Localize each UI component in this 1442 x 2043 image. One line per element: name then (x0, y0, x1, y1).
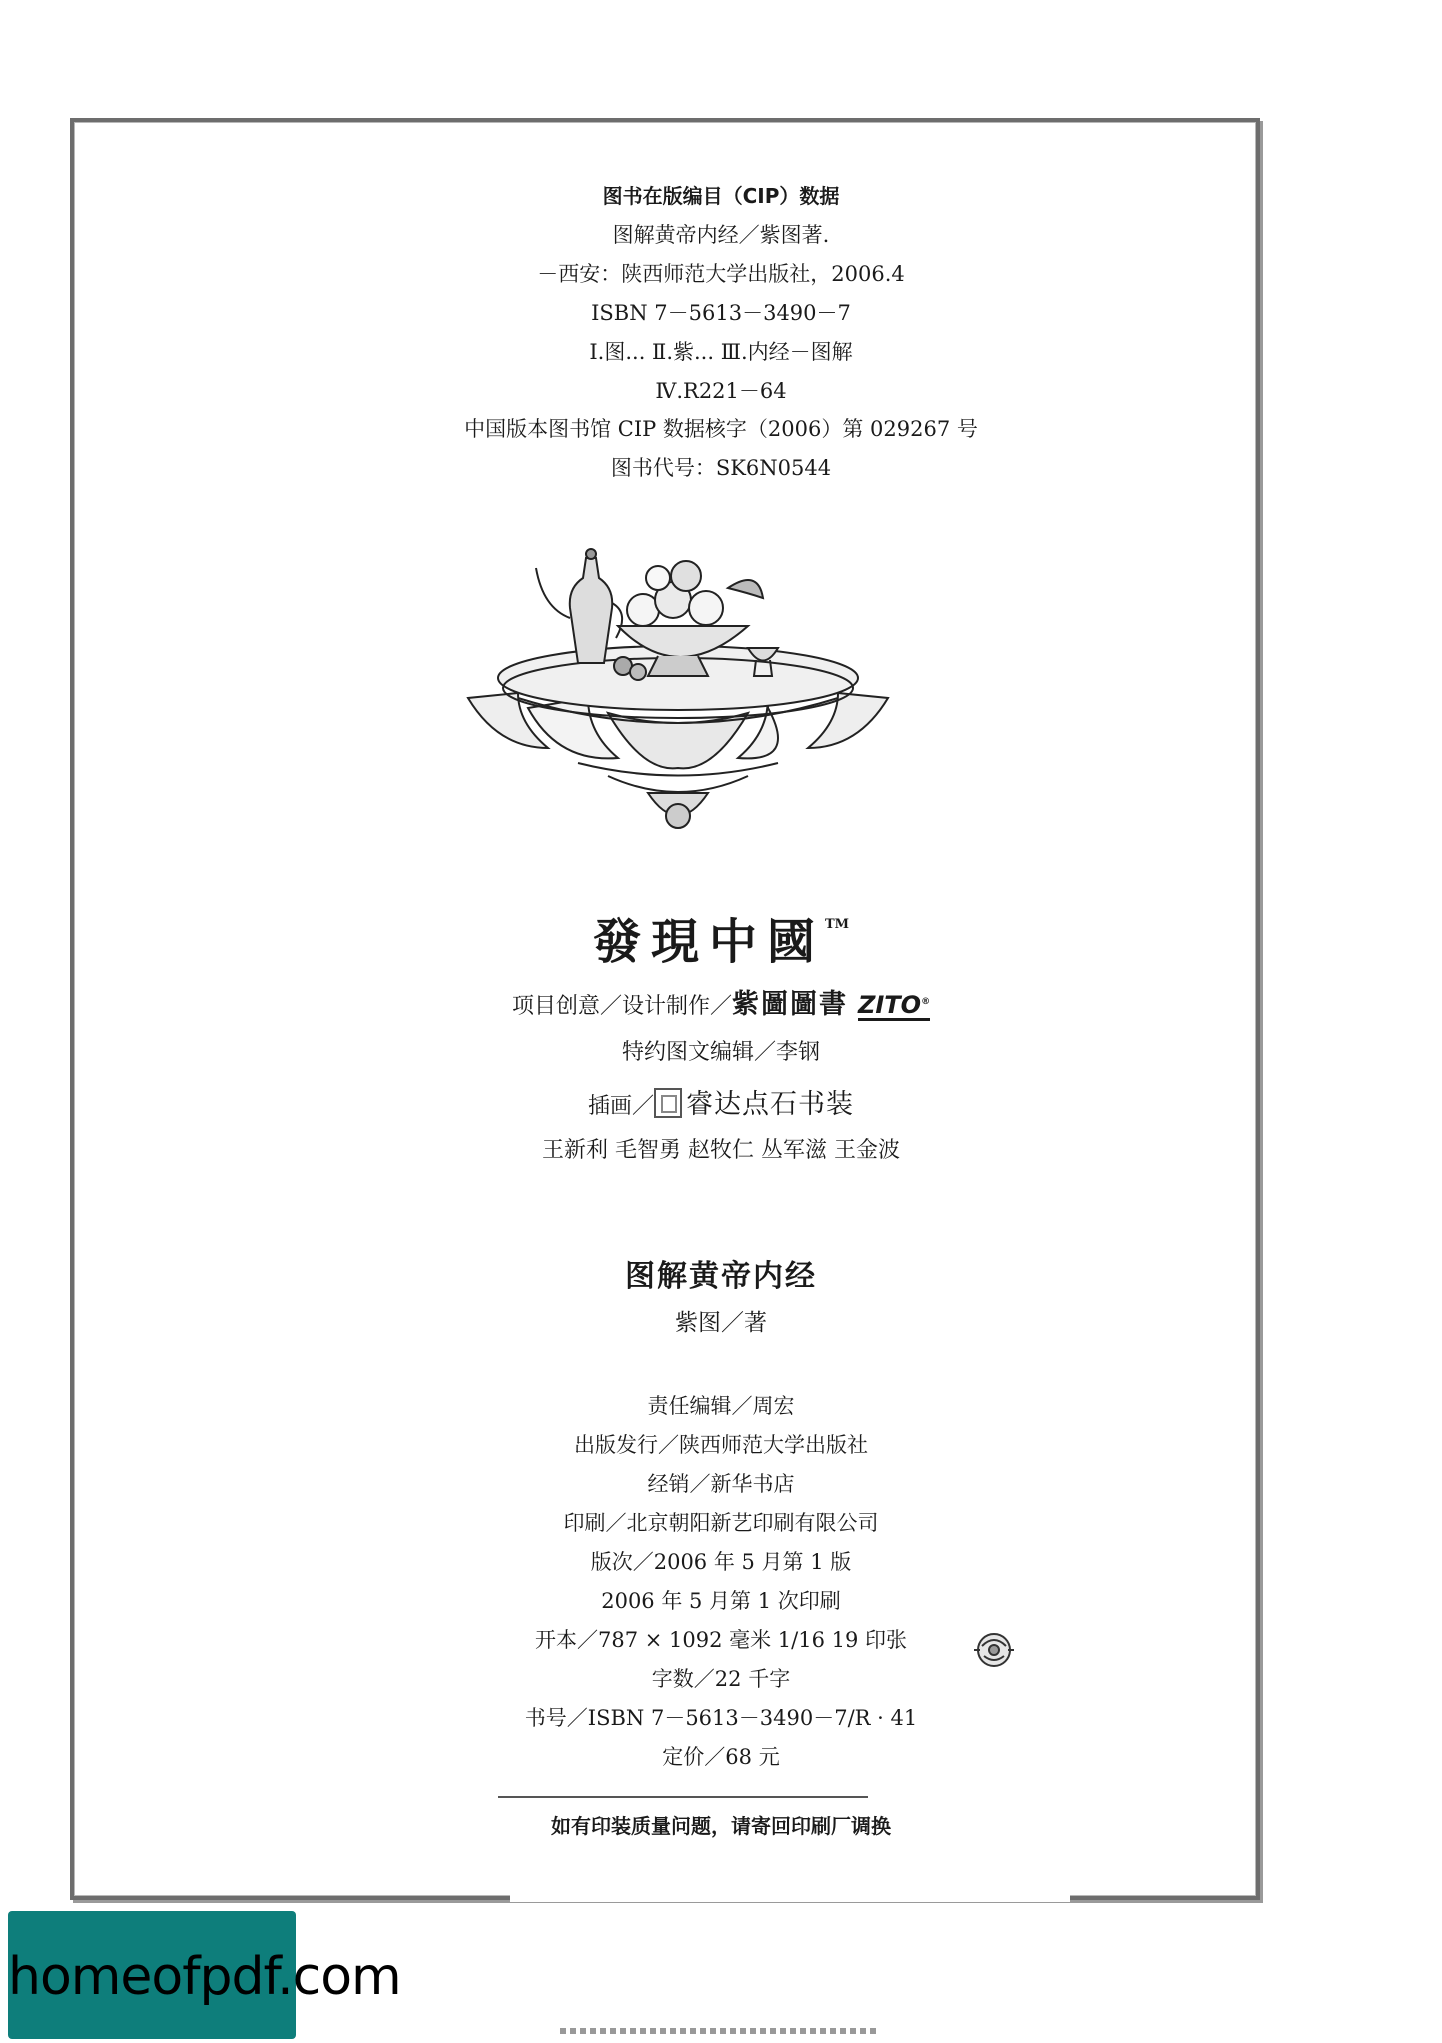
colophon-publisher: 出版发行／陕西师范大学出版社 (574, 1433, 868, 1457)
book-title: 图解黄帝内经 (625, 1259, 817, 1294)
colophon-printer: 印刷／北京朝阳新艺印刷有限公司 (563, 1511, 879, 1535)
cip-heading: 图书在版编目（CIP）数据 (602, 184, 840, 208)
offering-table-illustration (458, 548, 898, 848)
creative-credit (0, 991, 1442, 1021)
seal-icon (970, 1628, 1018, 1672)
illustration-label: 插画／ (587, 1094, 654, 1119)
special-editor: 特约图文编辑／李钢 (621, 1040, 820, 1065)
series-logo (0, 914, 1442, 970)
illustration-studio: 睿达点石书装 (686, 1089, 854, 1120)
colophon-distributor: 经销／新华书店 (647, 1472, 795, 1496)
cip-line-title: 图解黄帝内经／紫图著. (612, 223, 830, 247)
colophon-book-number: 书号／ISBN 7－5613－3490－7/R · 41 (524, 1706, 918, 1730)
cip-line-isbn: ISBN 7－5613－3490－7 (591, 301, 851, 325)
trademark: TM (824, 917, 850, 932)
border-gap (510, 1880, 1070, 1902)
notice-divider (498, 1796, 868, 1798)
colophon-price: 定价／68 元 (662, 1745, 780, 1769)
cip-line-record: 中国版本图书馆 CIP 数据核字（2006）第 029267 号 (464, 417, 978, 441)
publisher-mark: 紫圖圖書 (731, 989, 848, 1020)
quality-notice: 如有印装质量问题，请寄回印刷厂调换 (551, 1814, 891, 1838)
illustrators: 王新利 毛智勇 赵牧仁 丛军滋 王金波 (542, 1138, 900, 1163)
studio-logo-icon (654, 1088, 682, 1118)
footer-scan-artifact (560, 2028, 880, 2034)
cip-line-classification: Ⅳ.R221－64 (655, 379, 787, 403)
colophon-printing: 2006 年 5 月第 1 次印刷 (601, 1589, 841, 1613)
watermark-text: homeofpdf.com (8, 1947, 401, 2007)
series-title: 發現中國 (592, 914, 825, 970)
colophon-format: 开本／787 × 1092 毫米 1/16 19 印张 (534, 1628, 908, 1652)
book-author: 紫图／著 (675, 1310, 767, 1336)
illustration-credit (0, 1088, 1442, 1118)
colophon-editor: 责任编辑／周宏 (647, 1394, 795, 1418)
zito-logo (858, 993, 930, 1021)
creative-label: 项目创意／设计制作／ (511, 994, 732, 1019)
cip-line-code: 图书代号：SK6N0544 (610, 456, 832, 480)
colophon-word-count: 字数／22 千字 (651, 1667, 791, 1691)
cip-line-subjects: Ⅰ.图... Ⅱ.紫... Ⅲ.内经－图解 (589, 340, 853, 364)
site-watermark (8, 1911, 401, 2039)
cip-line-publisher: －西安：陕西师范大学出版社，2006.4 (537, 262, 905, 286)
colophon-edition: 版次／2006 年 5 月第 1 版 (590, 1550, 852, 1574)
registered-mark: ® (921, 997, 931, 1007)
zito-text: ZITO (857, 991, 922, 1019)
